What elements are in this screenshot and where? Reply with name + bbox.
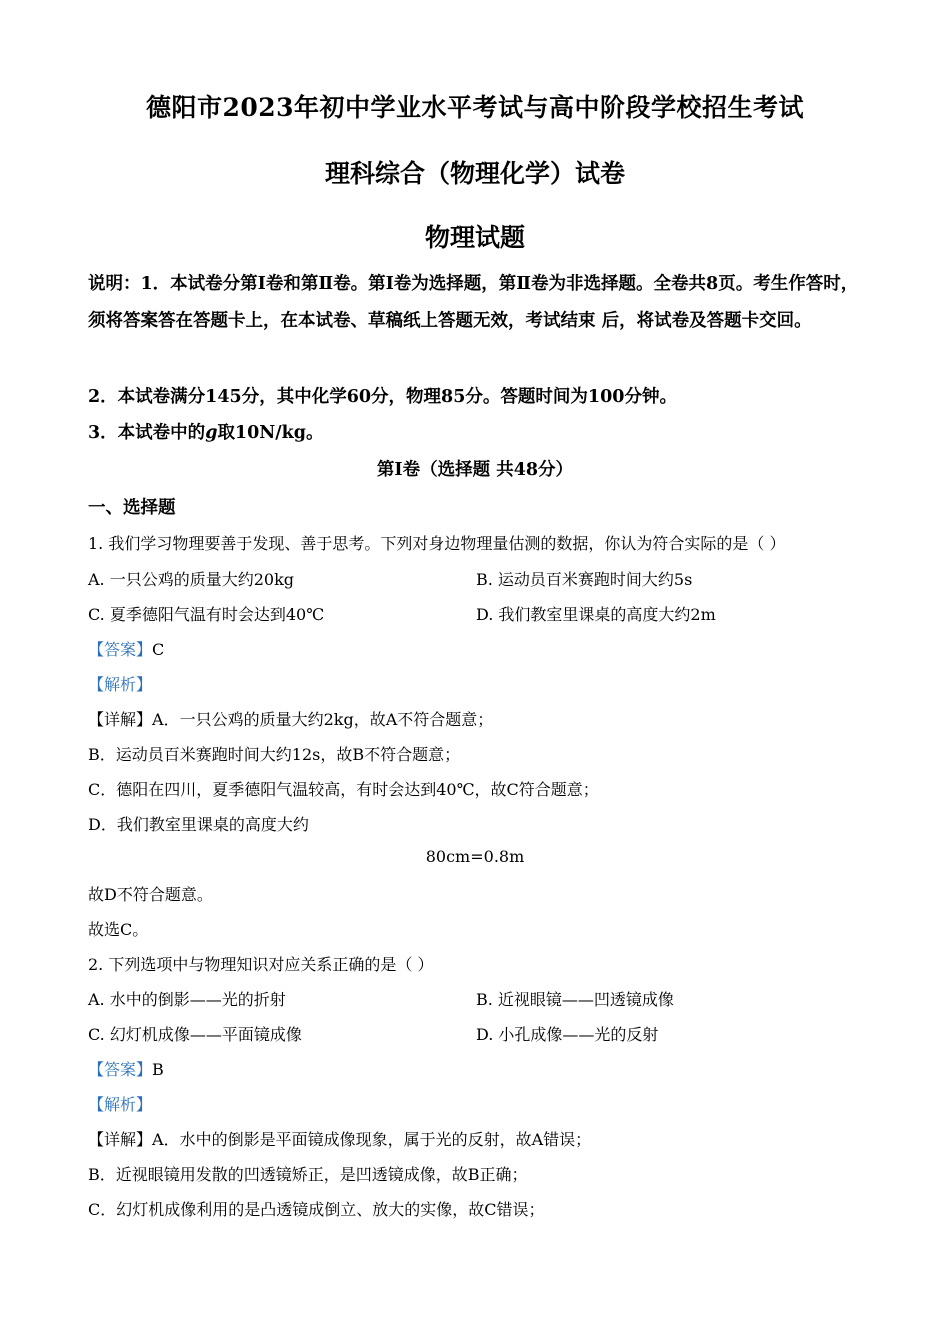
q1-option-d: D. 我们教室里课桌的高度大约2m xyxy=(476,605,716,624)
q1-answer-tag: 【答案】 xyxy=(88,640,153,659)
q2-analysis-tag: 【解析】 xyxy=(88,1095,153,1114)
instruction-3 xyxy=(88,415,868,452)
q2-stem: 2. 下列选项中与物理知识对应关系正确的是（ ） xyxy=(88,955,434,974)
q1-detail-b: B．运动员百米赛跑时间大约12s，故B不符合题意； xyxy=(88,745,461,764)
q1-detail-a xyxy=(88,707,493,730)
q1-detail-d: D．我们教室里课桌的高度大约 xyxy=(88,815,309,834)
exam-title: 德阳市2023年初中学业水平考试与高中阶段学校招生考试 xyxy=(145,93,805,122)
q1-detail-d2: 故D不符合题意。 xyxy=(88,885,213,904)
q1-option-b: B. 运动员百米赛跑时间大约5s xyxy=(476,570,693,589)
q1-answer-value: C xyxy=(152,640,165,659)
instruction-3-g: g xyxy=(205,423,218,443)
q1-detail-a-text: A．一只公鸡的质量大约2kg，故A不符合题意； xyxy=(152,710,494,729)
q1-stem: 1. 我们学习物理要善于发现、善于思考。下列对身边物理量估测的数据，你认为符合实际的是（ ） xyxy=(88,534,786,553)
instruction-1: 说明：1．本试卷分第Ⅰ卷和第Ⅱ卷。第Ⅰ卷为选择题，第Ⅱ卷为非选择题。全卷共8页。考生作答时，须将答案答在答题卡上，在本试卷、草稿纸上答题无效，考试结束 后，将试卷及答题卡交回。 xyxy=(88,274,859,331)
subject-title: 物理试题 xyxy=(424,223,525,252)
q2-detail-a-text: A．水中的倒影是平面镜成像现象，属于光的反射，故A错误； xyxy=(152,1130,592,1149)
section-heading: 第Ⅰ卷（选择题 共48分） xyxy=(376,460,574,480)
q2-detail-a xyxy=(88,1127,591,1150)
q1-analysis-tag: 【解析】 xyxy=(88,675,153,694)
q1-detail-tag: 【详解】 xyxy=(88,710,153,729)
q1-option-a: A. 一只公鸡的质量大约20kg xyxy=(88,570,295,589)
q2-answer xyxy=(88,1057,164,1080)
exam-subtitle: 理科综合（物理化学）试卷 xyxy=(324,159,625,188)
q2-answer-value: B xyxy=(152,1060,164,1079)
instruction-3-post: 取10N/kg。 xyxy=(217,423,324,443)
instruction-2: 2．本试卷满分145分，其中化学60分，物理85分。答题时间为100分钟。 xyxy=(88,387,677,407)
q1-option-c: C. 夏季德阳气温有时会达到40℃ xyxy=(88,605,325,624)
q2-detail-b: B．近视眼镜用发散的凹透镜矫正，是凹透镜成像，故B正确； xyxy=(88,1165,528,1184)
q2-option-c: C. 幻灯机成像——平面镜成像 xyxy=(88,1025,302,1044)
q2-option-a: A. 水中的倒影——光的折射 xyxy=(88,990,286,1009)
q1-detail-c: C．德阳在四川，夏季德阳气温较高，有时会达到40℃，故C符合题意； xyxy=(88,780,599,799)
q1-answer xyxy=(88,637,164,660)
q2-detail-c: C．幻灯机成像利用的是凸透镜成倒立、放大的实像，故C错误； xyxy=(88,1200,545,1219)
q2-option-d: D. 小孔成像——光的反射 xyxy=(476,1025,659,1044)
q2-answer-tag: 【答案】 xyxy=(88,1060,153,1079)
q2-detail-tag: 【详解】 xyxy=(88,1130,153,1149)
q2-option-b: B. 近视眼镜——凹透镜成像 xyxy=(476,990,674,1009)
part-heading: 一、选择题 xyxy=(88,498,176,518)
q1-conclusion: 故选C。 xyxy=(88,920,149,939)
q1-formula: 80cm=0.8m xyxy=(425,847,525,866)
instruction-3-pre: 3．本试卷中的 xyxy=(88,423,206,443)
